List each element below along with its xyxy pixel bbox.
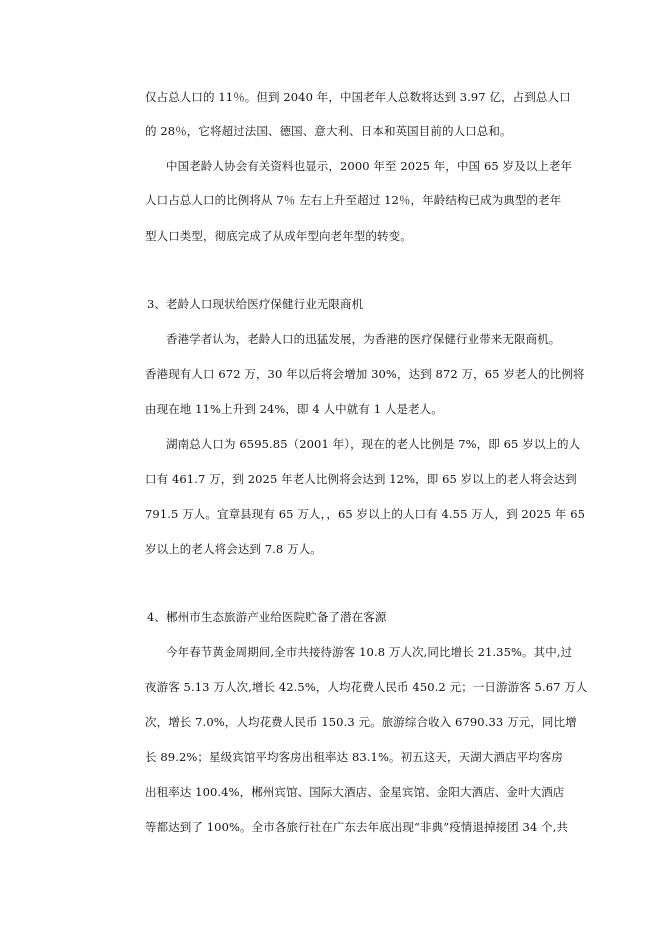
paragraph-line: 中国老龄人协会有关资料也显示，2000 年至 2025 年，中国 65 岁及以上老年 — [166, 159, 573, 173]
paragraph-line: 湖南总人口为 6595.85（2001 年），现在的老人比例是 7%，即 65 岁以上的人 — [166, 437, 581, 451]
paragraph-line: 等都达到了 100%。全市各旅行社在广东去年底出现“非典”疫情退掉接团 34 个,共 — [145, 820, 569, 834]
section-heading: 3、老龄人口现状给医疗保健行业无限商机 — [147, 297, 364, 311]
paragraph-line: 香港现有人口 672 万，30 年以后将会增加 30%，达到 872 万，65 岁老人的比例将 — [145, 367, 585, 381]
paragraph-line: 夜游客 5.13 万人次,增长 42.5%，人均花费人民币 450.2 元；一日游游客 5.67 万人 — [145, 680, 588, 694]
paragraph-line: 口有 461.7 万，到 2025 年老人比例将会达到 12%，即 65 岁以上的老人将会达到 — [145, 472, 577, 486]
paragraph-line: 次，增长 7.0%，人均花费人民币 150.3 元。旅游综合收入 6790.33 万元，同比增 — [145, 715, 577, 729]
paragraph-line: 岁以上的老人将会达到 7.8 万人。 — [145, 542, 322, 556]
paragraph-line: 人口占总人口的比例将从 7％ 左右上升至超过 12％，年龄结构已成为典型的老年 — [145, 193, 562, 207]
paragraph-line: 由现在地 11%上升到 24%，即 4 人中就有 1 人是老人。 — [145, 402, 443, 416]
paragraph-line: 今年春节黄金周期间,全市共接待游客 10.8 万人次,同比增长 21.35%。其中,过 — [166, 645, 573, 659]
paragraph-line: 香港学者认为，老龄人口的迅猛发展，为香港的医疗保健行业带来无限商机。 — [166, 332, 561, 346]
paragraph-line: 791.5 万人。宜章县现有 65 万人，，65 岁以上的人口有 4.55 万人，到 2025 年 65 — [145, 507, 586, 521]
paragraph-line: 仅占总人口的 11％。但到 2040 年，中国老年人总数将达到 3.97 亿，占到总人口 — [145, 90, 571, 104]
paragraph-line: 的 28％，它将超过法国、德国、意大利、日本和英国目前的人口总和。 — [145, 124, 512, 138]
paragraph-line: 长 89.2%；星级宾馆平均客房出租率达 83.1%。初五这天，天湖大酒店平均客房 — [145, 750, 563, 764]
section-heading: 4、郴州市生态旅游产业给医院贮备了潜在客源 — [147, 610, 387, 624]
paragraph-line: 出租率达 100.4%，郴州宾馆、国际大酒店、金星宾馆、金阳大酒店、金叶大酒店 — [145, 785, 565, 799]
paragraph-line: 型人口类型，彻底完成了从成年型向老年型的转变。 — [145, 229, 412, 243]
